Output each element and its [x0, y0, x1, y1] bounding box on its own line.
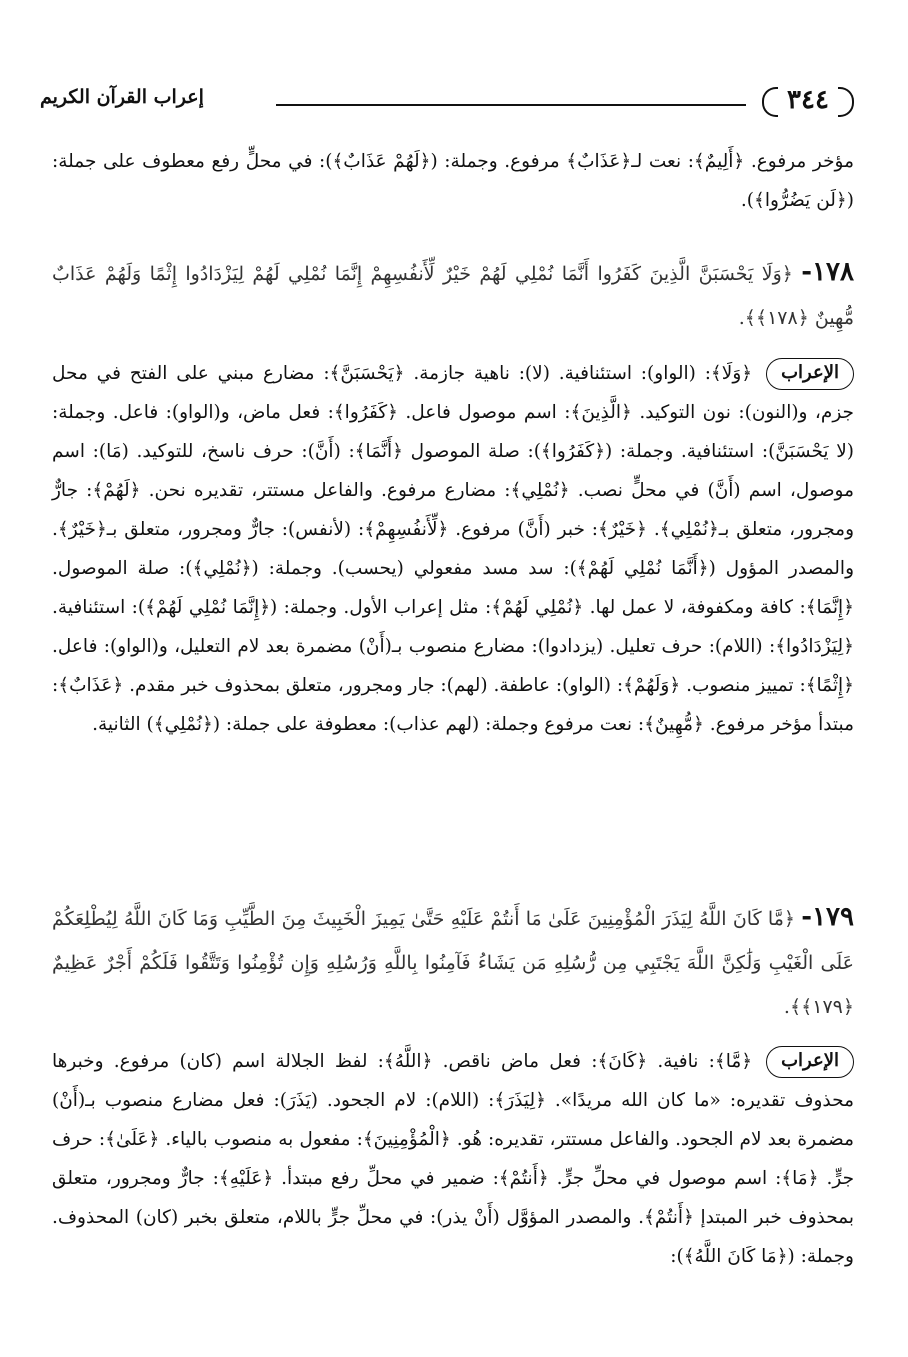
ayah-179-text: ﴿مَّا كَانَ اللَّهُ لِيَذَرَ الْمُؤْمِنِينَ عَلَىٰ مَا أَنتُمْ عَلَيْهِ حَتَّىٰ يَمِيزَ الْخَبِيثَ مِنَ الطَّيِّبِ وَمَا كَانَ اللَّهُ لِيُطْلِعَكُمْ عَلَى الْغَيْبِ وَلَٰكِنَّ اللَّهَ يَجْتَبِي مِن رُّسُلِهِ مَن يَشَاءُ فَآمِنُوا بِاللَّهِ وَرُسُلِهِ وَإِن تُؤْمِنُوا وَتَتَّقُوا فَلَكُمْ أَجْرٌ عَظِيمٌ ﴿١٧٩﴾﴾.: [52, 908, 854, 1018]
ayah-179: [52, 895, 854, 1029]
page-header: [40, 82, 856, 124]
eraab-178-text: ﴿وَلَا﴾: (الواو): استئنافية. (لا): ناهية جازمة. ﴿يَحْسَبَنَّ﴾: مضارع مبني على الفتح في محل جزم، و(النون): نون التوكيد. ﴿الَّذِينَ﴾: اسم موصول فاعل. ﴿كَفَرُوا﴾: فعل ماض، و(الواو): فاعل. وجملة: (لا يَحْسَبَنَّ): استئنافية. وجملة: (﴿كَفَرُوا﴾): صلة الموصول ﴿أَنَّمَا﴾: (أَنَّ): حرف ناسخ، للتوكيد. (مَا): اسم موصول، اسم (أَنَّ) في محلٍّ نصب. ﴿نُمْلِي﴾: مضارع مرفوع. والفاعل مستتر، تقديره نحن. ﴿لَهُمْ﴾: جارٌّ ومجرور، متعلق بـ﴿نُمْلِي﴾. ﴿خَيْرٌ﴾: خبر (أَنَّ) مرفوع. ﴿لِّأَنفُسِهِمْ﴾: (لأنفس): جارٌّ ومجرور، متعلق بـ﴿خَيْرٌ﴾. والمصدر المؤول (﴿أَنَّمَا نُمْلِي لَهُمْ﴾): سد مسد مفعولي (يحسب). وجملة: (﴿نُمْلِي﴾): صلة الموصول. ﴿إِنَّمَا﴾: كافة ومكفوفة، لا عمل لها. ﴿نُمْلِي لَهُمْ﴾: مثل إعراب الأول. وجملة: (﴿إِنَّمَا نُمْلِي لَهُمْ﴾): استئنافية. ﴿لِيَزْدَادُوا﴾: (اللام): حرف تعليل. (يزدادوا): مضارع منصوب بـ(أَنْ) مضمرة بعد لام التعليل، و(الواو): فاعل. ﴿إِثْمًا﴾: تمييز منصوب. ﴿وَلَهُمْ﴾: (الواو): عاطفة. (لهم): جار ومجرور، متعلق بمحذوف خبر مقدم. ﴿عَذَابٌ﴾: مبتدأ مؤخر مرفوع. ﴿مُّهِينٌ﴾: نعت مرفوع وجملة: (لهم عذاب): معطوفة على جملة: (﴿نُمْلِي﴾) الثانية.: [52, 363, 854, 735]
ayah-178-section: [52, 250, 854, 340]
eraab-179-text: ﴿مَّا﴾: نافية. ﴿كَانَ﴾: فعل ماض ناقص. ﴿اللَّهُ﴾: لفظ الجلالة اسم (كان) مرفوع. وخبرها محذوف تقديره: «ما كان الله مريدًا». ﴿لِيَذَرَ﴾: (اللام): لام الجحود. (يَذَرَ): فعل مضارع منصوب بـ(أَنْ) مضمرة بعد لام الجحود. والفاعل مستتر، تقديره: هُو. ﴿الْمُؤْمِنِينَ﴾: مفعول به منصوب بالياء. ﴿عَلَىٰ﴾: حرف جرٍّ. ﴿مَا﴾: اسم موصول في محلِّ جرٍّ. ﴿أَنتُمْ﴾: ضمير في محلِّ رفع مبتدأ. ﴿عَلَيْهِ﴾: جارٌّ ومجرور، متعلق بمحذوف خبر المبتدإ ﴿أَنتُمْ﴾. والمصدر المؤوَّل (أَنْ يذر): في محلِّ جرٍّ باللام، متعلق بخبر (كان) المحذوف. وجملة: (﴿مَا كَانَ اللَّهُ﴾):: [52, 1051, 854, 1267]
book-title: إعراب القرآن الكريم: [40, 86, 204, 108]
eraab-badge: الإعراب: [766, 358, 854, 390]
page-number: ٣٤٤: [760, 82, 856, 118]
eraab-badge: الإعراب: [766, 1046, 854, 1078]
ayah-178-number: ١٧٨-: [801, 257, 854, 287]
eraab-179-section: [52, 1042, 854, 1276]
ayah-178-text: ﴿وَلَا يَحْسَبَنَّ الَّذِينَ كَفَرُوا أَنَّمَا نُمْلِي لَهُمْ خَيْرٌ لِّأَنفُسِهِمْ إِنَّمَا نُمْلِي لَهُمْ لِيَزْدَادُوا إِثْمًا وَلَهُمْ عَذَابٌ مُّهِينٌ ﴿١٧٨﴾﴾.: [52, 263, 854, 329]
continuation-section: [52, 142, 854, 220]
ayah-178: [52, 250, 854, 340]
header-rule: [276, 104, 746, 106]
ayah-179-number: ١٧٩-: [801, 902, 854, 932]
ayah-179-section: [52, 895, 854, 1029]
continuation-text: مؤخر مرفوع. ﴿أَلِيمٌ﴾: نعت لـ﴿عَذَابٌ﴾ مرفوع. وجملة: (﴿لَهُمْ عَذَابٌ﴾): في محلٍّ رفع معطوف على جملة: (﴿لَن يَضُرُّوا﴾).: [52, 151, 854, 211]
eraab-178-section: [52, 354, 854, 744]
